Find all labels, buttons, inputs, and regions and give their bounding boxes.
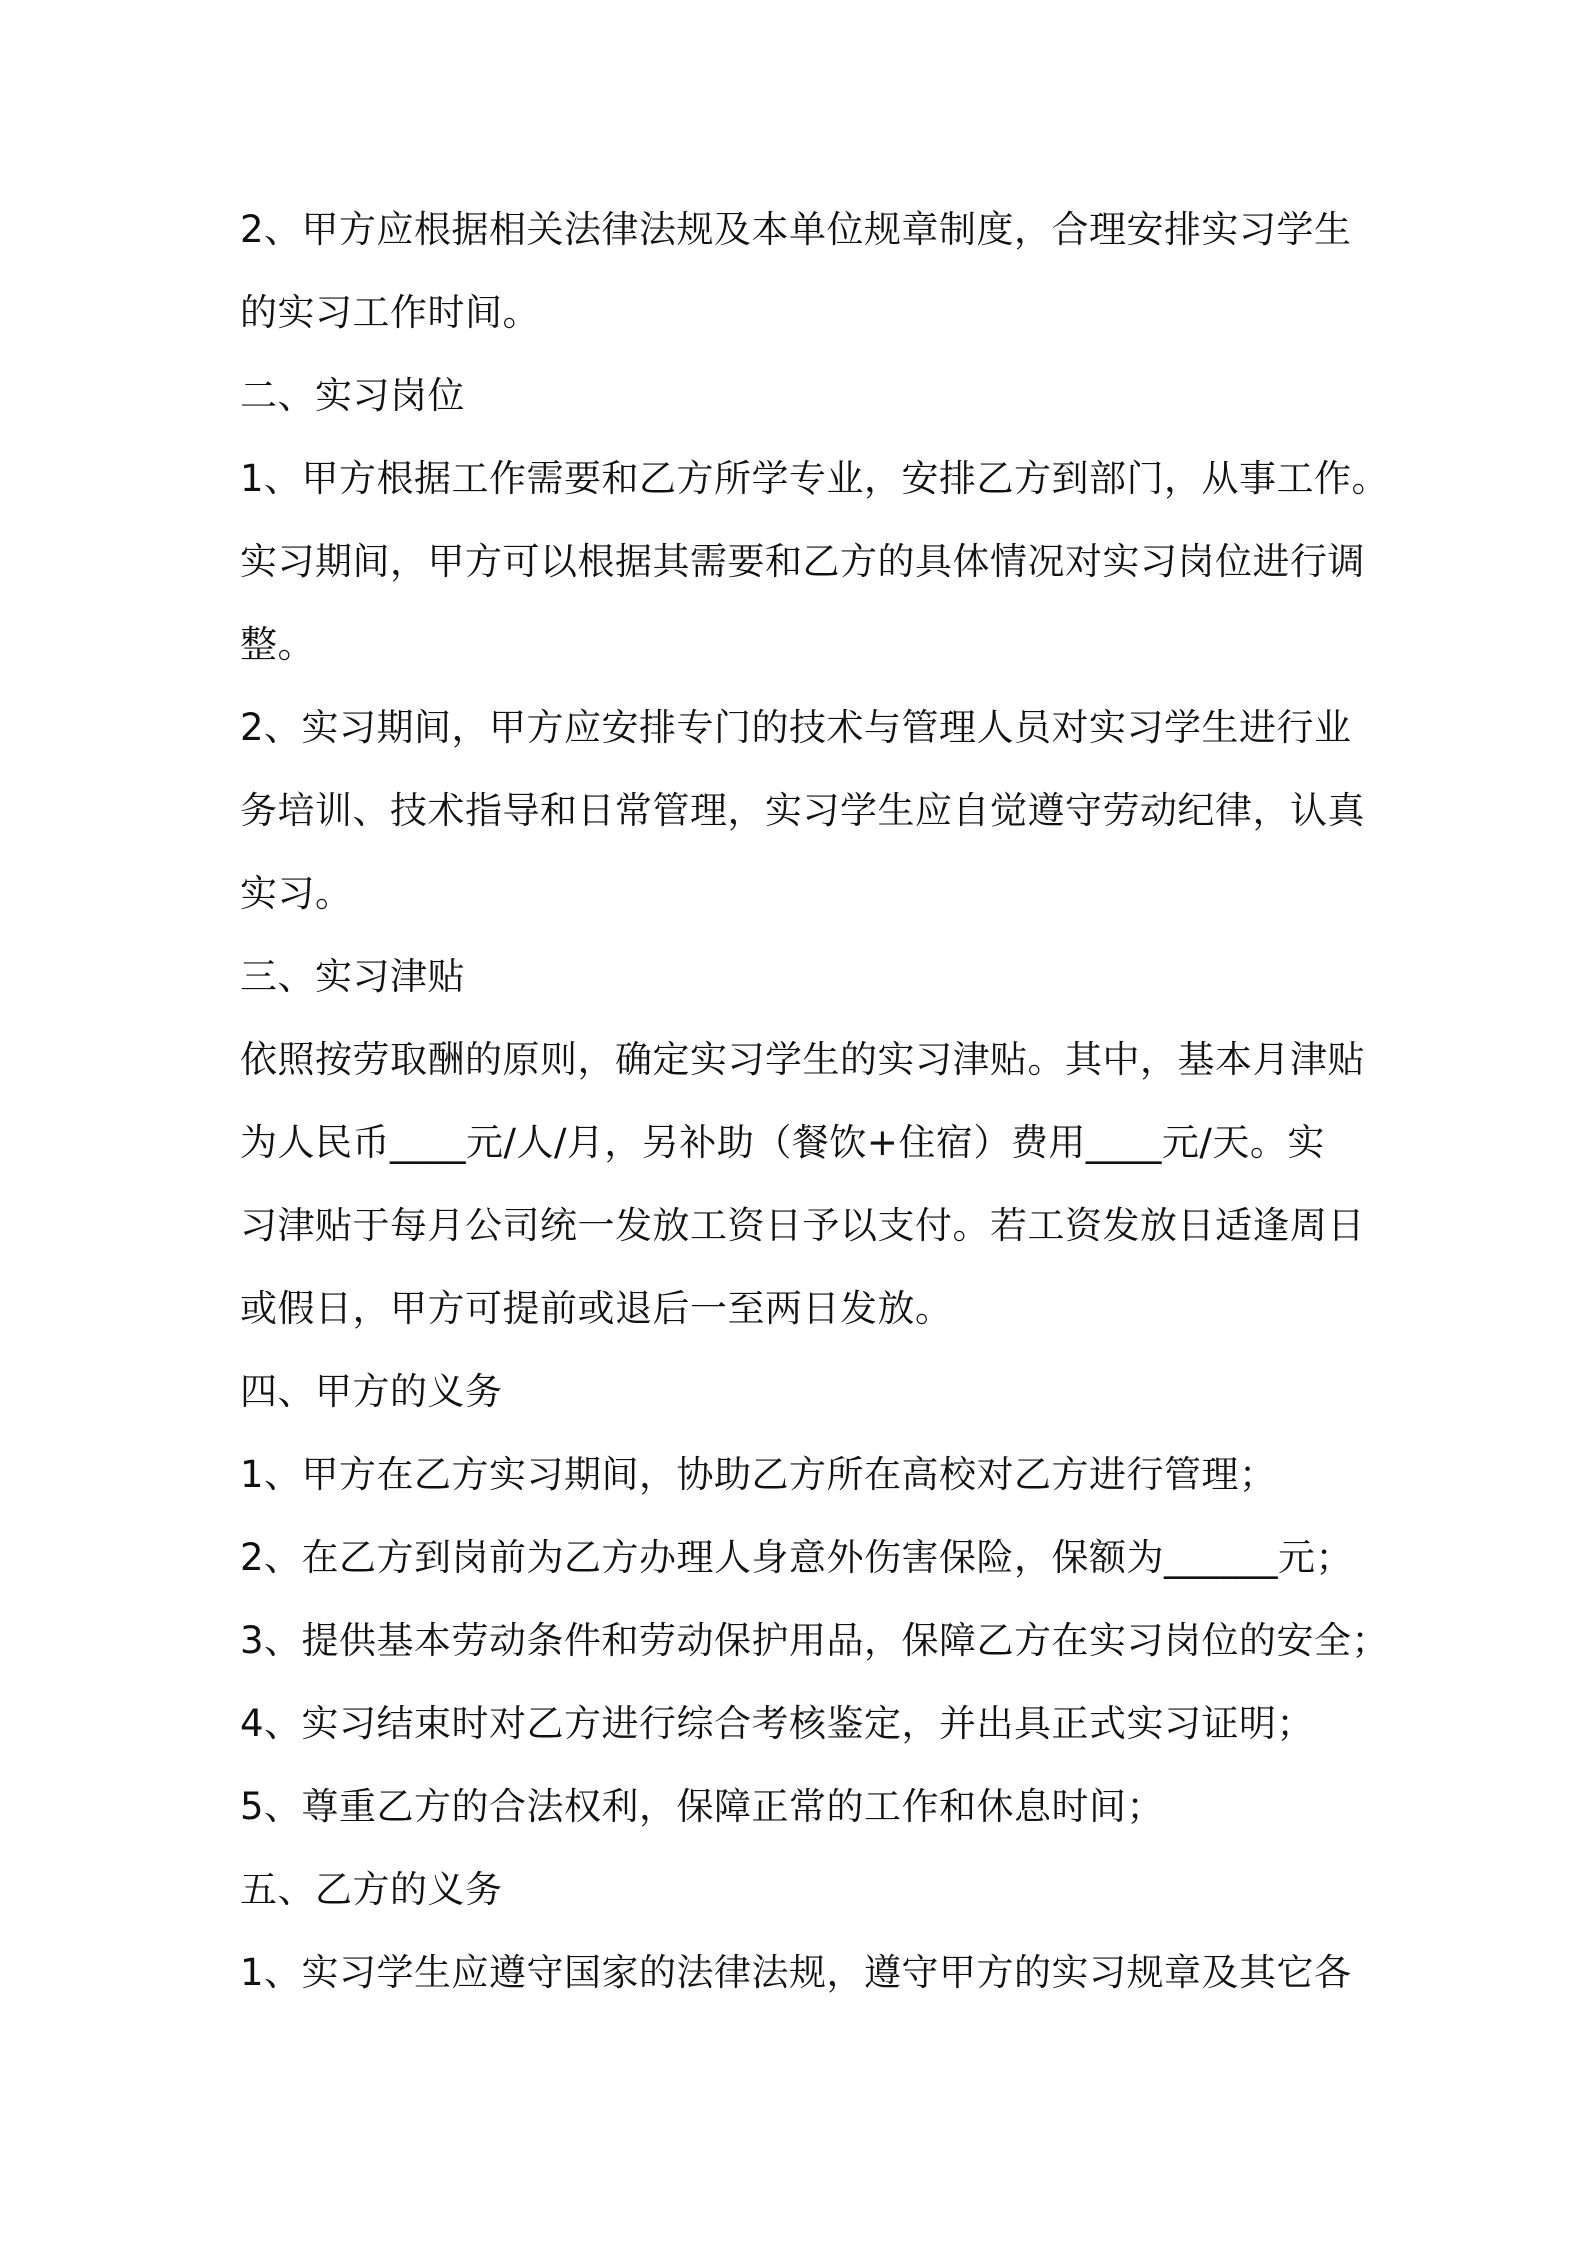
text-line-12: 为人民币____元/人/月，另补助（餐饮+住宿）费用____元/天。实 [240,1121,1325,1164]
text-line-1: 2、甲方应根据相关法律法规及本单位规章制度，合理安排实习学生 [240,208,1352,251]
section-heading-2: 二、实习岗位 [240,374,465,417]
text-line-11: 依照按劳取酬的原则，确定实习学生的实习津贴。其中，基本月津贴 [240,1038,1365,1081]
text-line-17: 2、在乙方到岗前为乙方办理人身意外伤害保险，保额为______元； [240,1536,1354,1579]
text-line-19: 4、实习结束时对乙方进行综合考核鉴定，并出具正式实习证明； [240,1702,1315,1745]
section-heading-5: 五、乙方的义务 [240,1868,503,1911]
text-line-9: 实习。 [240,872,353,915]
text-line-6: 整。 [240,623,315,666]
text-line-22: 1、实习学生应遵守国家的法律法规，遵守甲方的实习规章及其它各 [240,1951,1352,1994]
text-line-13: 习津贴于每月公司统一发放工资日予以支付。若工资发放日适逢周日 [240,1204,1365,1247]
text-line-14: 或假日，甲方可提前或退后一至两日发放。 [240,1287,953,1330]
text-line-18: 3、提供基本劳动条件和劳动保护用品，保障乙方在实习岗位的安全； [240,1619,1390,1662]
text-line-7: 2、实习期间，甲方应安排专门的技术与管理人员对实习学生进行业 [240,706,1352,749]
text-line-8: 务培训、技术指导和日常管理，实习学生应自觉遵守劳动纪律，认真 [240,789,1365,832]
section-heading-3: 三、实习津贴 [240,955,465,998]
text-line-4: 1、甲方根据工作需要和乙方所学专业，安排乙方到部门，从事工作。 [240,457,1390,500]
text-line-2: 的实习工作时间。 [240,291,540,334]
text-line-5: 实习期间，甲方可以根据其需要和乙方的具体情况对实习岗位进行调 [240,540,1365,583]
text-line-16: 1、甲方在乙方实习期间，协助乙方所在高校对乙方进行管理； [240,1453,1277,1496]
text-line-20: 5、尊重乙方的合法权利，保障正常的工作和休息时间； [240,1785,1165,1828]
section-heading-4: 四、甲方的义务 [240,1370,503,1413]
